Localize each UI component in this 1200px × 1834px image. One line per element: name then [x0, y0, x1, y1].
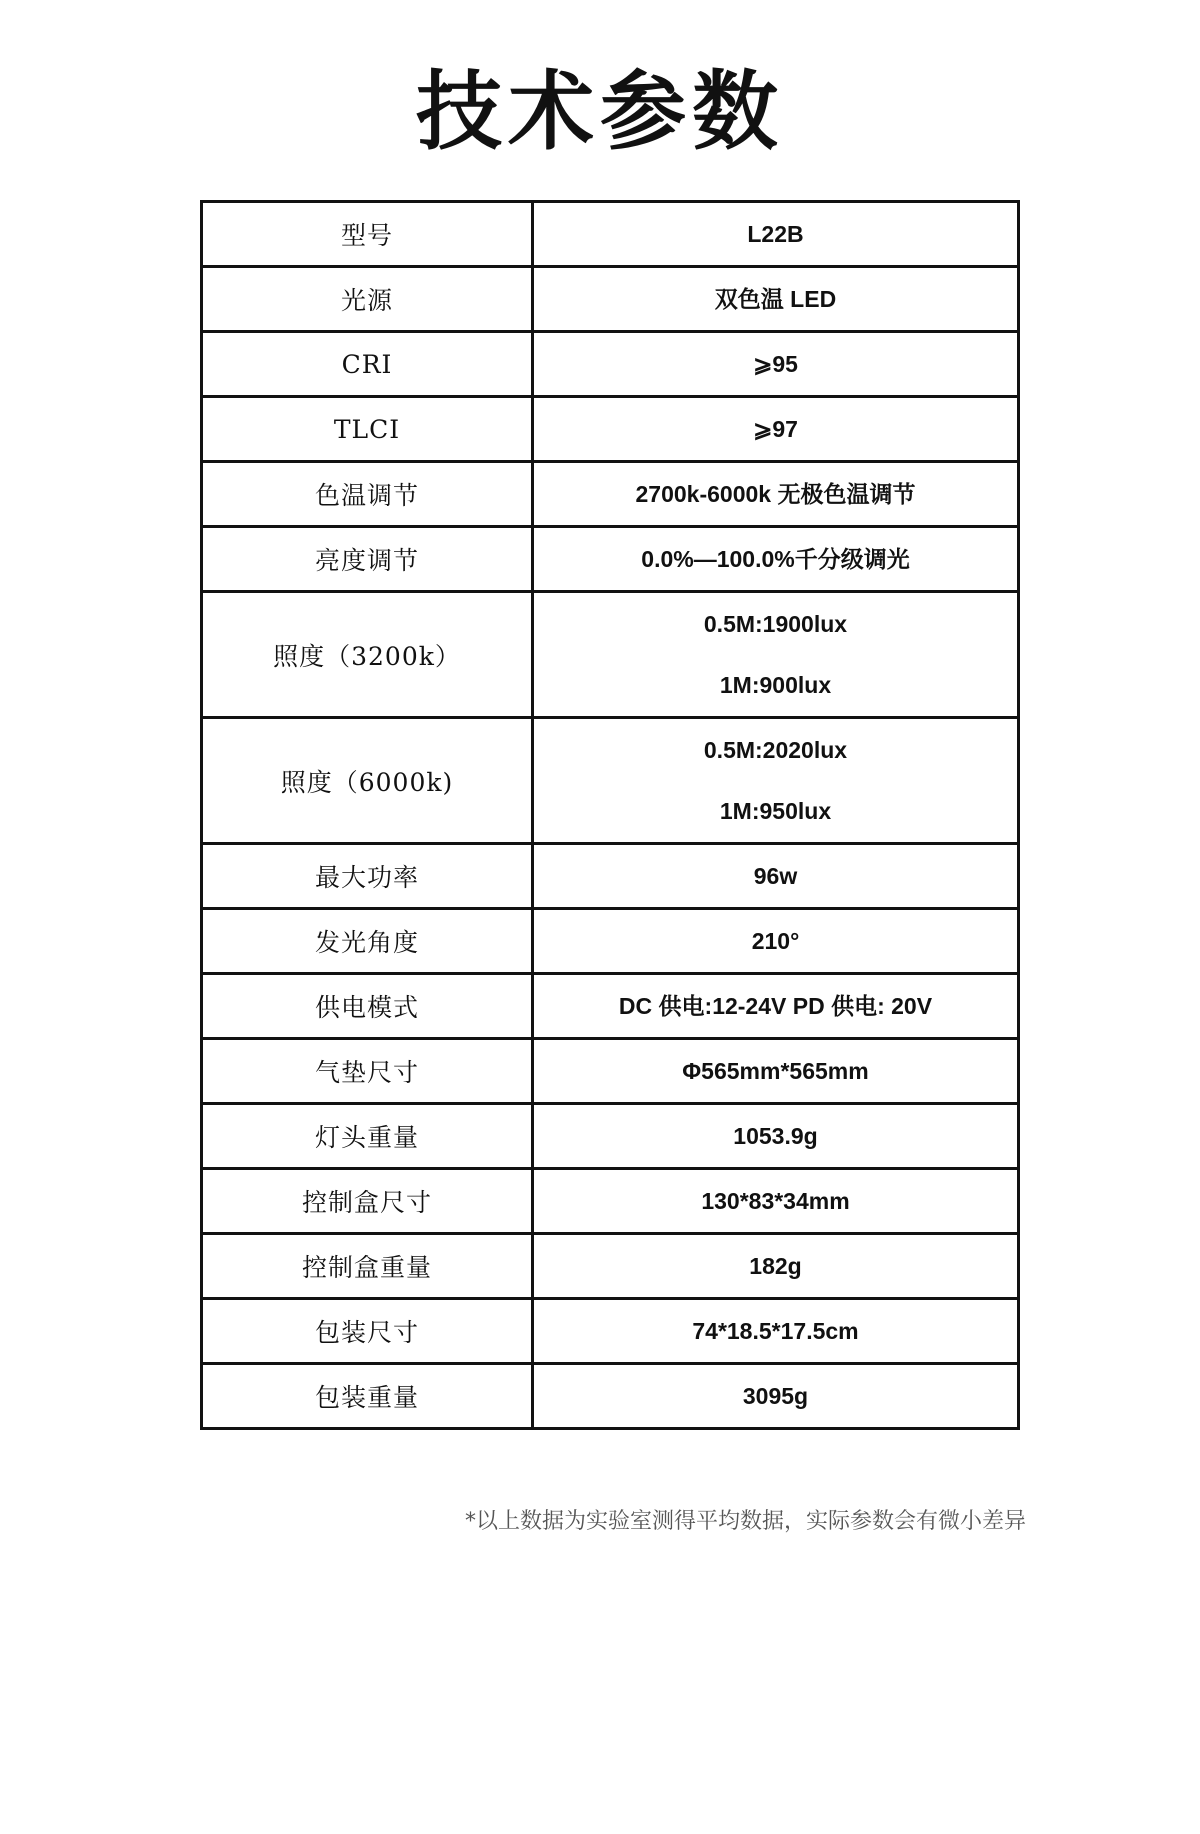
spec-value-cell — [533, 1364, 1019, 1429]
spec-label: 光源 — [202, 267, 533, 332]
spec-value-cell — [533, 1039, 1019, 1104]
spec-row — [202, 1039, 1019, 1104]
spec-table — [200, 200, 1020, 1430]
spec-row — [202, 397, 1019, 462]
spec-value: 0.5M:1900lux — [703, 610, 848, 637]
spec-value: 0.5M:2020lux — [703, 736, 848, 763]
spec-label: 型号 — [202, 202, 533, 267]
spec-row — [202, 844, 1019, 909]
spec-value: Φ565mm*565mm — [682, 1057, 869, 1084]
spec-label: 色温调节 — [202, 462, 533, 527]
spec-label: 控制盒重量 — [202, 1234, 533, 1299]
spec-label: 最大功率 — [202, 844, 533, 909]
spec-label: TLCI — [202, 397, 533, 462]
spec-value-cell — [533, 1299, 1019, 1364]
spec-row — [202, 1169, 1019, 1234]
spec-label: 灯头重量 — [202, 1104, 533, 1169]
spec-row — [202, 909, 1019, 974]
spec-value: 1M:950lux — [719, 797, 832, 824]
spec-label: CRI — [202, 332, 533, 397]
spec-row — [202, 1364, 1019, 1429]
spec-value: ⩾97 — [753, 415, 798, 442]
spec-row — [202, 1299, 1019, 1364]
spec-row — [202, 1104, 1019, 1169]
footnote: *以上数据为实验室测得平均数据，实际参数会有微小差异 — [464, 1509, 1026, 1534]
spec-row — [202, 1234, 1019, 1299]
spec-value-cell — [533, 718, 1019, 844]
spec-table-body — [202, 202, 1019, 1429]
spec-label: 包装尺寸 — [202, 1299, 533, 1364]
spec-value-cell — [533, 1234, 1019, 1299]
spec-value-cell — [533, 332, 1019, 397]
spec-value-cell — [533, 974, 1019, 1039]
spec-label: 供电模式 — [202, 974, 533, 1039]
spec-value: ⩾95 — [753, 350, 798, 377]
spec-value: 3095g — [742, 1382, 809, 1409]
spec-value: 130*83*34mm — [701, 1187, 850, 1214]
spec-label: 照度（3200k） — [202, 592, 533, 718]
spec-label: 亮度调节 — [202, 527, 533, 592]
spec-value: DC 供电:12-24V PD 供电: 20V — [618, 992, 933, 1019]
spec-row — [202, 267, 1019, 332]
spec-value-cell — [533, 267, 1019, 332]
spec-value: 210° — [751, 927, 800, 954]
spec-value-cell — [533, 1169, 1019, 1234]
spec-value: 96w — [753, 862, 798, 889]
spec-row — [202, 332, 1019, 397]
spec-value: 74*18.5*17.5cm — [692, 1317, 859, 1344]
spec-value: 182g — [749, 1252, 802, 1279]
page-title: 技术参数 — [416, 62, 784, 162]
spec-row — [202, 202, 1019, 267]
spec-label: 控制盒尺寸 — [202, 1169, 533, 1234]
spec-row — [202, 462, 1019, 527]
spec-value-cell — [533, 592, 1019, 718]
spec-value: L22B — [747, 220, 804, 247]
spec-label: 气垫尺寸 — [202, 1039, 533, 1104]
spec-value: 1053.9g — [733, 1122, 818, 1149]
spec-row — [202, 974, 1019, 1039]
spec-value: 1M:900lux — [719, 671, 832, 698]
spec-label: 包装重量 — [202, 1364, 533, 1429]
spec-value-cell — [533, 202, 1019, 267]
spec-row — [202, 527, 1019, 592]
spec-value: 2700k-6000k 无极色温调节 — [635, 480, 916, 507]
spec-value-cell — [533, 397, 1019, 462]
spec-value: 0.0%—100.0%千分级调光 — [641, 545, 910, 572]
spec-value-cell — [533, 527, 1019, 592]
spec-value: 双色温 LED — [714, 285, 837, 312]
spec-value-cell — [533, 462, 1019, 527]
spec-row — [202, 592, 1019, 718]
spec-value-cell — [533, 1104, 1019, 1169]
spec-value-cell — [533, 844, 1019, 909]
spec-label: 照度（6000k) — [202, 718, 533, 844]
spec-value-cell — [533, 909, 1019, 974]
spec-label: 发光角度 — [202, 909, 533, 974]
spec-row — [202, 718, 1019, 844]
